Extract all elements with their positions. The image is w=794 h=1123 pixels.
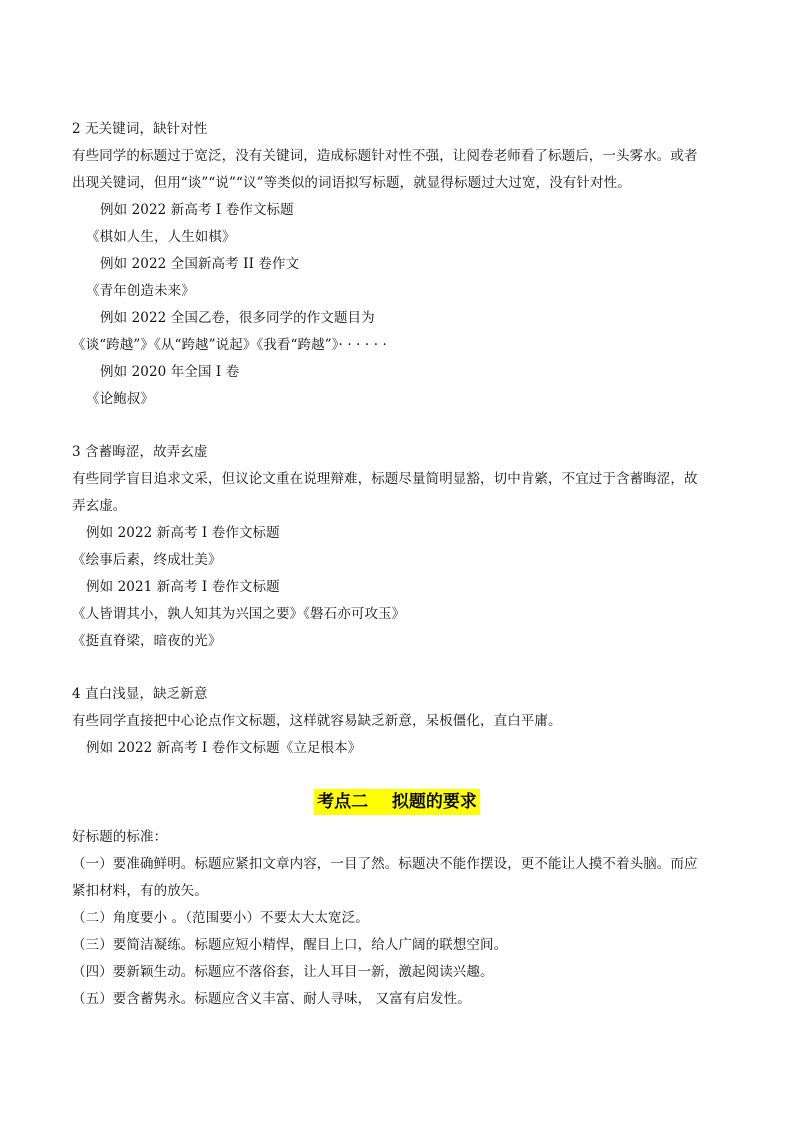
standard-item-3: （三）要简洁凝练。标题应短小精悍，醒目上口，给人广阔的联想空间。 — [72, 937, 508, 953]
section-2-example-1: 例如 2022 新高考 I 卷作文标题 — [100, 202, 294, 218]
standard-item-4: （四）要新颖生动。标题应不落俗套，让人耳目一新，激起阅读兴趣。 — [72, 964, 494, 980]
section-2-example-4: 例如 2020 年全国 I 卷 — [100, 364, 240, 380]
section-2-example-4-title: 《论鲍叔》 — [86, 391, 154, 407]
section-4-example-1: 例如 2022 新高考 I 卷作文标题《立足根本》 — [86, 740, 362, 756]
section-4-title: 4 直白浅显，缺乏新意 — [72, 686, 208, 702]
section-4-paragraph: 有些同学直接把中心论点作文标题，这样就容易缺乏新意，呆板僵化，直白平庸。 — [72, 713, 562, 729]
section-2-example-3: 例如 2022 全国乙卷，很多同学的作文题目为 — [100, 310, 375, 326]
section-2-example-3-titles: 《谈“跨越”》《从“跨越”说起》《我看“跨越”》· · · · · · — [72, 337, 387, 353]
section-2-example-2: 例如 2022 全国新高考 II 卷作文 — [100, 256, 300, 272]
section-2-example-2-title: 《青年创造未来》 — [86, 283, 195, 299]
standards-intro: 好标题的标准： — [72, 829, 168, 845]
section-3-example-1-title: 《绘事后素，终成壮美》 — [72, 552, 222, 568]
section-3-title: 3 含蓄晦涩，故弄玄虚 — [72, 444, 208, 460]
section-3-example-2-titles: 《人皆谓其小，孰人知其为兴国之要》《磐石亦可攻玉》 — [72, 606, 406, 622]
section-2-paragraph-line-2: 出现关键词，但用“谈”“说”“议”等类似的词语拟写标题，就显得标题过大过宽，没有针对性。 — [72, 175, 631, 191]
standard-item-5: （五）要含蓄隽永。标题应含义丰富、耐人寻味， 又富有启发性。 — [72, 991, 471, 1007]
section-2-paragraph-line-1: 有些同学的标题过于宽泛，没有关键词，造成标题针对性不强，让阅卷老师看了标题后，一头雾水。或者 — [72, 148, 698, 164]
section-3-paragraph-line-1: 有些同学盲目追求文采，但议论文重在说理辩难，标题尽量简明显豁，切中肯綮，不宜过于含蓄晦涩，故 — [72, 471, 698, 487]
standard-item-1-line-1: （一）要准确鲜明。标题应紧扣文章内容，一目了然。标题决不能作摆设，更不能让人摸不着头脑。而应 — [72, 856, 698, 872]
section-2-title: 2 无关键词，缺针对性 — [72, 121, 208, 137]
section-3-example-1: 例如 2022 新高考 I 卷作文标题 — [86, 525, 280, 541]
section-2-example-1-title: 《棋如人生，人生如棋》 — [86, 229, 236, 245]
section-3-example-3-title: 《挺直脊梁，暗夜的光》 — [72, 633, 222, 649]
section-3-example-2: 例如 2021 新高考 I 卷作文标题 — [86, 579, 280, 595]
section-3-paragraph-line-2: 弄玄虚。 — [72, 498, 127, 514]
standard-item-2: （二）角度要小 。（范围要小）不要太大太宽泛。 — [72, 910, 369, 926]
kaodian-heading-row — [0, 789, 794, 815]
kaodian-heading: 考点二 拟题的要求 — [314, 789, 480, 815]
standard-item-1-line-2: 紧扣材料，有的放矢。 — [72, 883, 208, 899]
